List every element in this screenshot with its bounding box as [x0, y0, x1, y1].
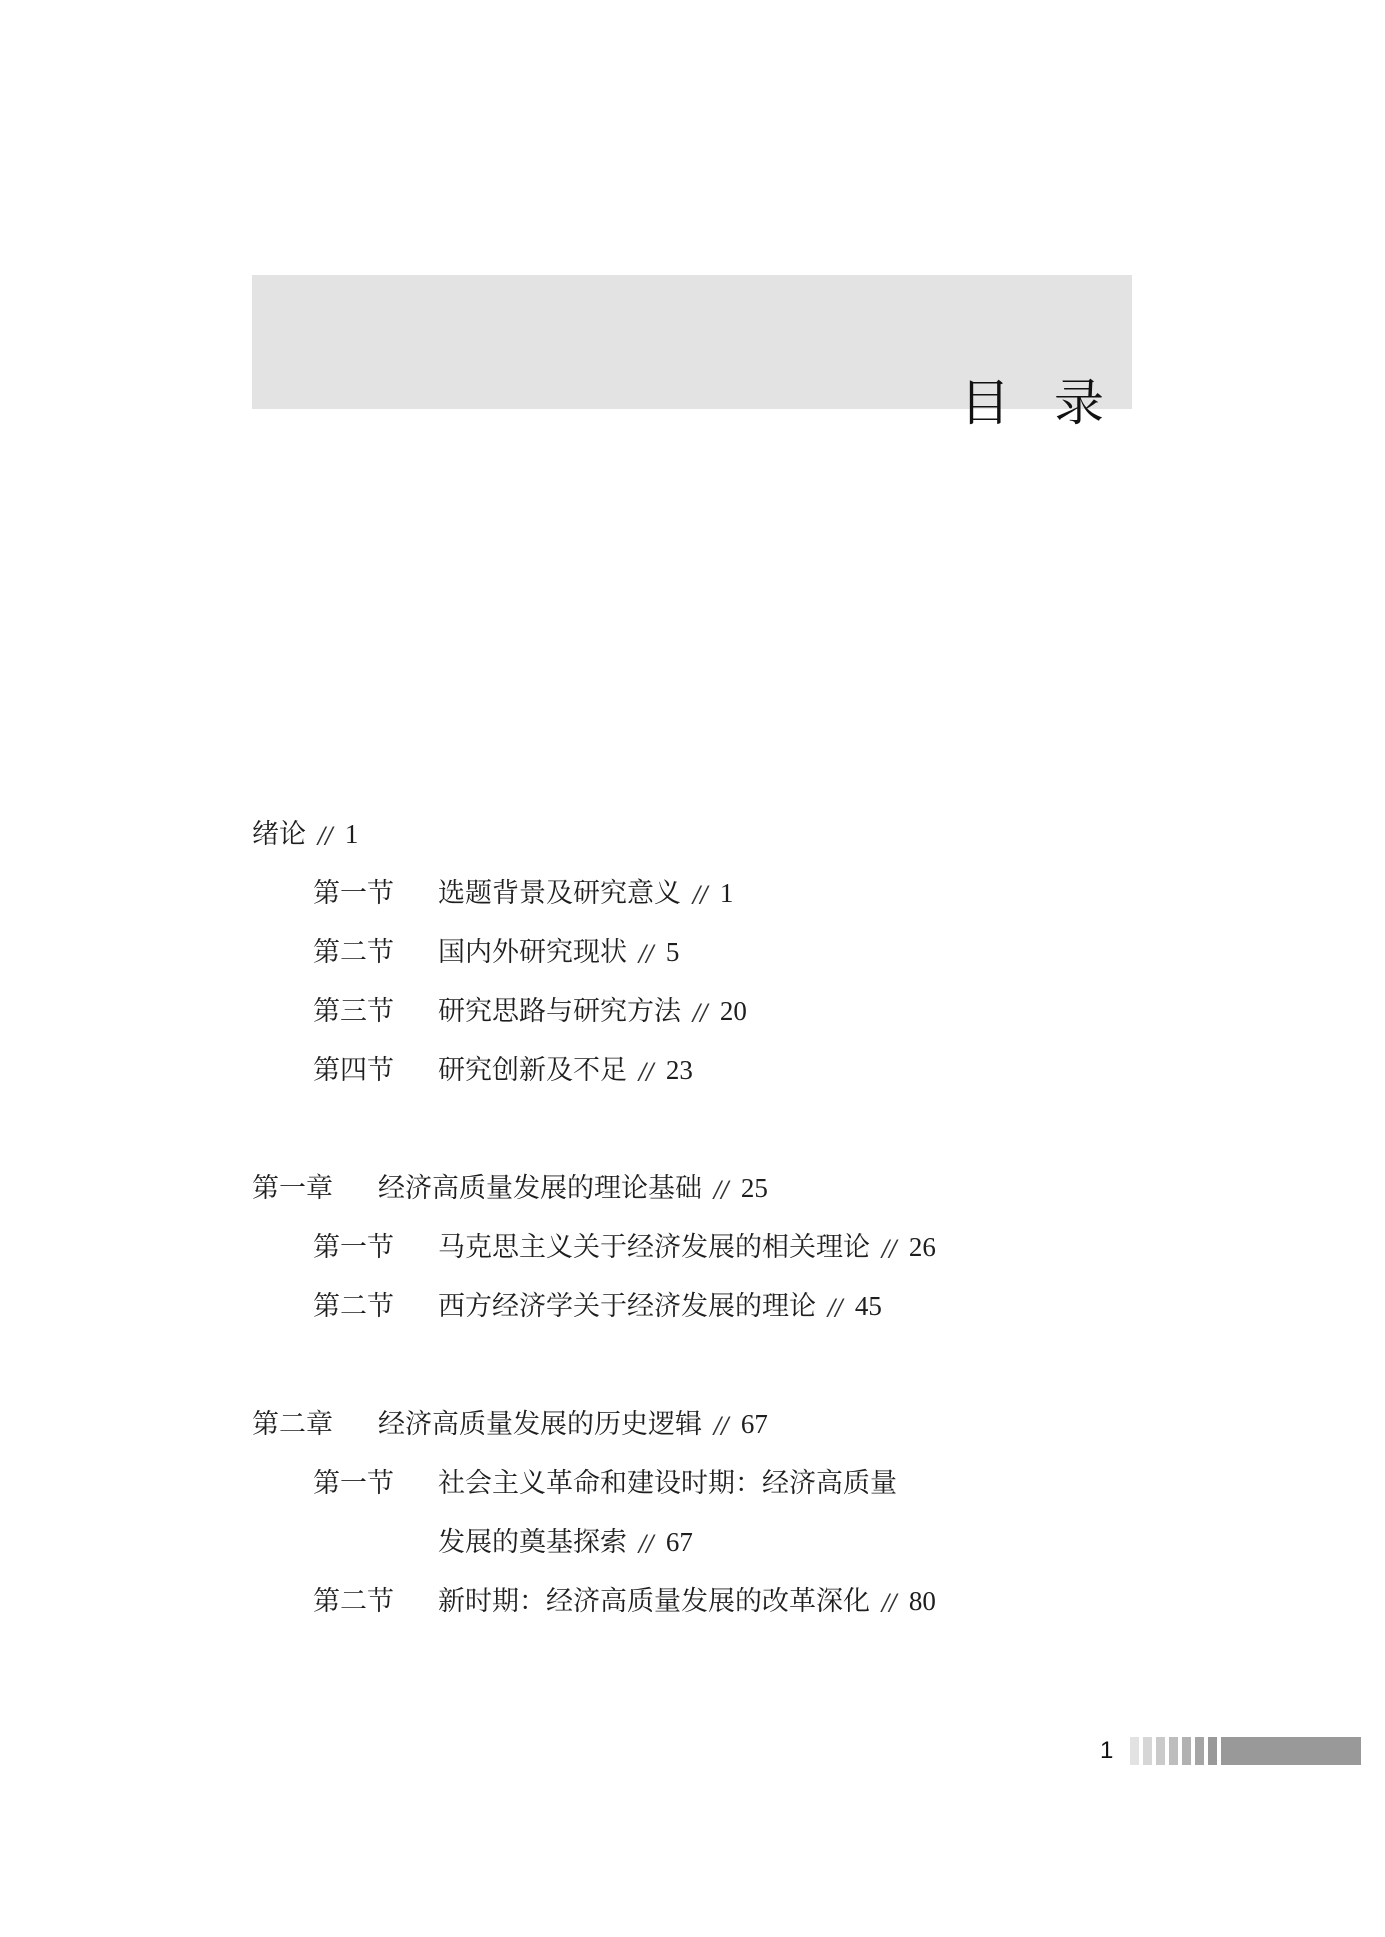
- page-separator: //: [639, 942, 654, 967]
- chapter-label: 第二章: [252, 1409, 333, 1440]
- page-separator: //: [714, 1178, 729, 1203]
- toc-entry-section[interactable]: [252, 1041, 1152, 1100]
- toc-entry-section[interactable]: [252, 1218, 1152, 1277]
- page-ref: 23: [665, 1055, 693, 1085]
- toc-entry-chapter[interactable]: [252, 1395, 1152, 1454]
- entry-title: 经济高质量发展的历史逻辑: [378, 1409, 702, 1440]
- page-separator: //: [639, 1532, 654, 1557]
- section-label: 第三节: [313, 996, 394, 1027]
- section-label: 第一节: [313, 1468, 394, 1499]
- decor-bar-long: [1221, 1737, 1361, 1765]
- page-ref: 20: [719, 996, 747, 1026]
- page-ref: 45: [854, 1291, 882, 1321]
- page-number: 1: [1100, 1737, 1114, 1764]
- page-ref: 80: [908, 1586, 936, 1616]
- page-separator: //: [318, 824, 333, 849]
- toc-group-chapter-2: [252, 1395, 1152, 1631]
- toc-entry-continuation[interactable]: [252, 1513, 1152, 1572]
- page-ref: 67: [740, 1409, 768, 1439]
- entry-title: 西方经济学关于经济发展的理论: [438, 1291, 816, 1322]
- entry-title: 选题背景及研究意义: [438, 878, 681, 909]
- page-ref: 25: [740, 1173, 768, 1203]
- toc-group-intro: [252, 805, 1152, 1100]
- section-label: 第一节: [313, 1232, 394, 1263]
- page-separator: //: [639, 1060, 654, 1085]
- entry-title: 新时期：经济高质量发展的改革深化: [438, 1586, 870, 1617]
- toc-entry-section[interactable]: [252, 1277, 1152, 1336]
- entry-title-line-1: 社会主义革命和建设时期：经济高质量: [438, 1468, 897, 1499]
- toc-entry-section[interactable]: [252, 1572, 1152, 1631]
- section-label: 第二节: [313, 1586, 394, 1617]
- entry-title: 经济高质量发展的理论基础: [378, 1173, 702, 1204]
- page-title: 目录: [960, 374, 1148, 432]
- section-label: 第二节: [313, 1291, 394, 1322]
- page-ref: 26: [908, 1232, 936, 1262]
- page-separator: //: [882, 1237, 897, 1262]
- decor-bar: [1182, 1737, 1191, 1765]
- toc-entry-section[interactable]: [252, 1454, 1152, 1513]
- toc-entry-chapter[interactable]: [252, 1159, 1152, 1218]
- decor-bar: [1208, 1737, 1217, 1765]
- page-footer: [1100, 1737, 1361, 1765]
- toc-entry-section[interactable]: [252, 923, 1152, 982]
- entry-title: 绪论: [252, 819, 306, 850]
- entry-title: 研究思路与研究方法: [438, 996, 681, 1027]
- decor-bar: [1195, 1737, 1204, 1765]
- entry-title: 马克思主义关于经济发展的相关理论: [438, 1232, 870, 1263]
- decor-bar: [1169, 1737, 1178, 1765]
- page-separator: //: [693, 1001, 708, 1026]
- page-ref: 5: [665, 937, 680, 967]
- page-ref: 67: [665, 1527, 693, 1557]
- toc-entry-intro[interactable]: [252, 805, 1152, 864]
- decor-bar: [1143, 1737, 1152, 1765]
- table-of-contents: [252, 805, 1152, 1631]
- entry-title: 国内外研究现状: [438, 937, 627, 968]
- entry-title-line-2: 发展的奠基探索: [438, 1527, 627, 1558]
- page-separator: //: [828, 1296, 843, 1321]
- section-label: 第二节: [313, 937, 394, 968]
- entry-title: 研究创新及不足: [438, 1055, 627, 1086]
- toc-group-chapter-1: [252, 1159, 1152, 1336]
- decor-bar: [1130, 1737, 1139, 1765]
- page-ref: 1: [719, 878, 734, 908]
- chapter-label: 第一章: [252, 1173, 333, 1204]
- section-label: 第四节: [313, 1055, 394, 1086]
- toc-entry-section[interactable]: [252, 982, 1152, 1041]
- section-label: 第一节: [313, 878, 394, 909]
- page-separator: //: [714, 1414, 729, 1439]
- decor-bar: [1156, 1737, 1165, 1765]
- footer-decoration: [1130, 1737, 1361, 1765]
- page-separator: //: [693, 883, 708, 908]
- page-ref: 1: [344, 819, 359, 849]
- page-separator: //: [882, 1591, 897, 1616]
- toc-entry-section[interactable]: [252, 864, 1152, 923]
